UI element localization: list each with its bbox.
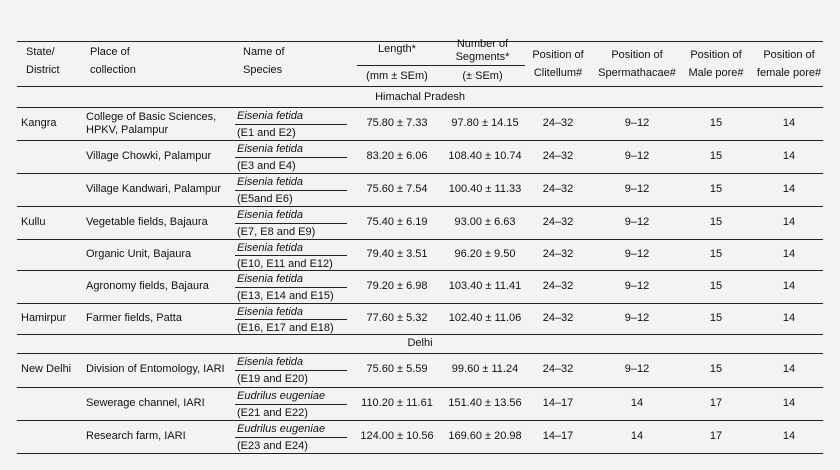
specimen-codes: (E21 and E22)	[237, 406, 308, 419]
place-of-collection: College of Basic Sciences,	[86, 111, 217, 123]
specimen-codes: (E10, E11 and E12)	[237, 257, 333, 270]
species-name: Eisenia fetida	[237, 110, 304, 122]
length-value: 75.80 ± 7.33	[366, 116, 428, 129]
specimen-codes: (E16, E17 and E18)	[237, 321, 334, 334]
segments-value: 169.60 ± 20.98	[448, 429, 522, 442]
spermathacae-value: 9–12	[624, 116, 650, 129]
segments-value: 151.40 ± 13.56	[448, 396, 522, 409]
spermathacae-value: 9–12	[624, 247, 650, 260]
male-pore-value: 15	[709, 149, 723, 162]
species-divider	[235, 255, 347, 256]
length-value: 79.40 ± 3.51	[366, 247, 428, 260]
clitellum-value: 24–32	[542, 279, 574, 292]
header-sub-rule	[357, 65, 525, 66]
row-rule	[17, 239, 823, 240]
header-female-pore: Position of female pore#	[756, 49, 822, 79]
segments-value: 97.80 ± 14.15	[451, 116, 519, 129]
header-species: Species	[243, 64, 283, 76]
clitellum-value: 24–32	[542, 116, 574, 129]
female-pore-value: 14	[782, 247, 796, 260]
female-pore-value: 14	[782, 215, 796, 228]
species-divider	[235, 190, 347, 191]
female-pore-value: 14	[782, 116, 796, 129]
segments-value: 99.60 ± 11.24	[451, 363, 519, 375]
species-divider	[235, 319, 347, 320]
row-rule	[17, 140, 823, 141]
specimen-codes: (E19 and E20)	[237, 373, 308, 385]
male-pore-value: 17	[709, 429, 723, 442]
species-name: Eisenia fetida	[237, 242, 304, 254]
row-rule	[17, 270, 823, 271]
clitellum-value: 24–32	[542, 182, 574, 195]
header-place: Place of	[90, 46, 130, 58]
place-of-collection: Sewerage channel, IARI	[86, 396, 205, 409]
species-divider	[235, 404, 347, 405]
species-name: Eisenia fetida	[237, 306, 304, 318]
segments-value: 100.40 ± 11.33	[448, 182, 522, 195]
place-of-collection: Organic Unit, Bajaura	[86, 247, 192, 260]
header-length-unit: (mm ± SEm)	[366, 70, 428, 82]
district-label: New Delhi	[21, 363, 72, 375]
row-rule	[17, 173, 823, 174]
length-value: 124.00 ± 10.56	[360, 429, 434, 442]
place-of-collection: Village Kandwari, Palampur	[86, 182, 221, 195]
header-male-pore: Position of Male pore#	[688, 49, 744, 79]
clitellum-value: 24–32	[542, 311, 574, 324]
header-number-of: Number of	[456, 38, 509, 50]
length-value: 75.60 ± 5.59	[366, 363, 428, 375]
district-label: Kullu	[21, 215, 46, 228]
place-of-collection: Vegetable fields, Bajaura	[86, 215, 208, 228]
male-pore-value: 15	[709, 182, 723, 195]
place-of-collection: Division of Entomology, IARI	[86, 363, 225, 375]
male-pore-value: 15	[709, 279, 723, 292]
row-rule	[17, 334, 823, 335]
length-value: 75.60 ± 7.54	[366, 182, 428, 195]
male-pore-value: 15	[709, 363, 723, 375]
species-divider	[235, 124, 347, 125]
female-pore-value: 14	[782, 363, 796, 375]
species-name: Eisenia fetida	[237, 209, 304, 221]
male-pore-value: 15	[709, 215, 723, 228]
species-divider	[235, 437, 347, 438]
species-divider	[235, 157, 347, 158]
segments-value: 108.40 ± 10.74	[448, 149, 522, 162]
section-rule	[17, 353, 823, 354]
row-rule	[17, 387, 823, 388]
male-pore-value: 15	[709, 247, 723, 260]
species-name: Eisenia fetida	[237, 273, 304, 285]
female-pore-value: 14	[782, 429, 796, 442]
table-bottom-rule	[17, 453, 823, 454]
district-label: Hamirpur	[21, 311, 67, 324]
row-rule	[17, 420, 823, 421]
header-segments: Segments*	[455, 51, 510, 63]
header-district: District	[26, 64, 60, 76]
place-of-collection: Research farm, IARI	[86, 429, 186, 442]
spermathacae-value: 9–12	[624, 311, 650, 324]
spermathacae-value: 14	[630, 429, 644, 442]
specimen-codes: (E3 and E4)	[237, 159, 296, 172]
segments-value: 103.40 ± 11.41	[448, 279, 522, 292]
species-divider	[235, 287, 347, 288]
female-pore-value: 14	[782, 149, 796, 162]
female-pore-value: 14	[782, 279, 796, 292]
spermathacae-value: 9–12	[624, 149, 650, 162]
segments-value: 93.00 ± 6.63	[454, 215, 516, 228]
clitellum-value: 24–32	[542, 247, 574, 260]
species-divider	[235, 223, 347, 224]
specimen-codes: (E13, E14 and E15)	[237, 289, 334, 302]
spermathacae-value: 9–12	[624, 215, 650, 228]
species-name: Eudrilus eugeniae	[237, 390, 326, 402]
header-name-of: Name of	[243, 46, 285, 58]
specimen-codes: (E5and E6)	[237, 192, 293, 205]
table-top-rule	[17, 41, 823, 42]
header-clitellum: Position of Clitellum#	[532, 49, 584, 79]
spermathacae-value: 9–12	[624, 182, 650, 195]
row-rule	[17, 206, 823, 207]
header-collection: collection	[90, 64, 136, 76]
header-state: State/	[26, 46, 55, 58]
female-pore-value: 14	[782, 182, 796, 195]
length-value: 83.20 ± 6.06	[366, 149, 428, 162]
place-of-collection: Agronomy fields, Bajaura	[86, 279, 209, 292]
species-name: Eisenia fetida	[237, 176, 304, 188]
length-value: 77.60 ± 5.32	[366, 311, 428, 324]
district-label: Kangra	[21, 116, 57, 129]
spermathacae-value: 9–12	[624, 279, 650, 292]
header-bottom-rule	[17, 86, 823, 87]
male-pore-value: 15	[709, 311, 723, 324]
spermathacae-value: 14	[630, 396, 644, 409]
male-pore-value: 17	[709, 396, 723, 409]
length-value: 110.20 ± 11.61	[361, 396, 433, 409]
clitellum-value: 24–32	[542, 215, 574, 228]
row-rule	[17, 303, 823, 304]
place-of-collection: Farmer fields, Patta	[86, 311, 182, 324]
section-rule	[17, 107, 823, 108]
specimen-codes: (E23 and E24)	[237, 439, 308, 452]
spermathacae-value: 9–12	[624, 363, 650, 375]
clitellum-value: 14–17	[542, 429, 574, 442]
clitellum-value: 24–32	[542, 363, 574, 375]
species-name: Eisenia fetida	[237, 143, 304, 155]
clitellum-value: 24–32	[542, 149, 574, 162]
male-pore-value: 15	[709, 116, 723, 129]
species-name: Eudrilus eugeniae	[237, 423, 326, 435]
species-name: Eisenia fetida	[237, 356, 304, 368]
segments-value: 96.20 ± 9.50	[454, 247, 516, 260]
segments-value: 102.40 ± 11.06	[448, 311, 522, 324]
header-spermathacae: Position of Spermathacae#	[598, 49, 676, 79]
header-length: Length*	[378, 43, 416, 55]
female-pore-value: 14	[782, 311, 796, 324]
female-pore-value: 14	[782, 396, 796, 409]
section-delhi: Delhi	[407, 337, 433, 349]
place-of-collection: HPKV, Palampur	[86, 124, 169, 136]
specimen-codes: (E7, E8 and E9)	[237, 225, 316, 238]
header-segments-unit: (± SEm)	[462, 70, 503, 82]
length-value: 79.20 ± 6.98	[366, 279, 428, 292]
place-of-collection: Village Chowki, Palampur	[86, 149, 212, 162]
species-divider	[235, 370, 347, 371]
clitellum-value: 14–17	[542, 396, 574, 409]
specimen-codes: (E1 and E2)	[237, 126, 296, 139]
section-himachal: Himachal Pradesh	[375, 91, 465, 103]
length-value: 75.40 ± 6.19	[366, 215, 428, 228]
